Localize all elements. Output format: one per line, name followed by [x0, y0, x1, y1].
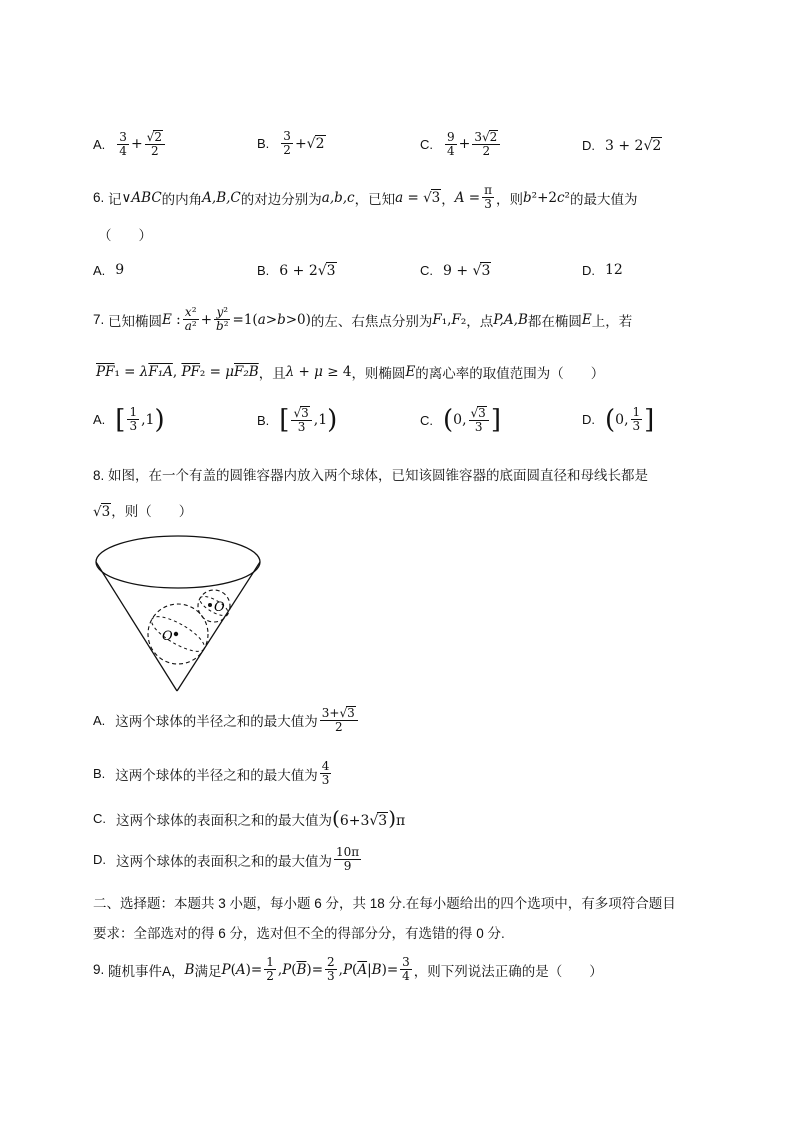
q7-text: 的离心率的取值范围为（ ）: [415, 366, 605, 381]
math-fraction: $\frac{3√2}{2}$: [472, 130, 500, 158]
sphere-label-large: O: [162, 629, 173, 644]
option-label: A.: [93, 712, 106, 728]
q8-stem-line2: √3，则（ ）: [93, 504, 193, 520]
question-number: 7.: [93, 312, 105, 327]
option-label: A.: [93, 412, 106, 427]
sphere-label-small: O: [214, 600, 225, 615]
q6-text: ，: [441, 191, 455, 207]
q8-stem: [93, 464, 648, 484]
q8-option-b: [93, 760, 333, 787]
q6-text: ，则: [496, 191, 524, 207]
q7-text: 上，若: [591, 313, 633, 329]
q8-option-a: [93, 706, 360, 734]
option-label: A.: [93, 262, 106, 278]
cone-figure: [90, 528, 270, 696]
q9-text: 随机事件: [108, 963, 163, 979]
option-label: A.: [93, 136, 106, 152]
option-label: B.: [257, 412, 270, 428]
option-text: 这两个球体的表面积之和的最大值为: [116, 812, 332, 828]
q7-text: 的左、右焦点分别为: [310, 313, 433, 329]
q8-text: ，则（ ）: [111, 504, 193, 519]
math-fraction: $\frac{3+√3}{2}$: [320, 706, 358, 734]
option-label: D.: [582, 262, 595, 278]
option-value: 12: [605, 262, 623, 278]
q5-option-c: C. $\frac{9}{4}$ + $\frac{3√2}{2}$: [420, 130, 502, 158]
q7-text: ，点: [466, 313, 494, 329]
q6-option-b: B. 6 + 2√ 3: [257, 262, 336, 279]
option-label: B.: [257, 136, 270, 151]
q6-text: 的内角: [161, 191, 203, 207]
option-value: 9: [115, 262, 125, 278]
option-label: B.: [257, 263, 270, 278]
q6-text: 记: [108, 191, 122, 207]
q9-text: ，则下列说法正确的是（ ）: [413, 963, 603, 979]
q8-text: 如图，在一个有盖的圆锥容器内放入两个球体，已知该圆锥容器的底面圆直径和母线长都是: [108, 468, 649, 483]
option-label: D.: [582, 138, 595, 153]
q7-text: ，且: [258, 366, 286, 381]
q6-text: 的最大值为: [569, 191, 638, 207]
question-number: 9.: [93, 962, 105, 977]
answer-blank: （ ）: [98, 228, 152, 243]
q8-option-c: C. 这两个球体的表面积之和的最大值为 (6+3√3)π: [93, 806, 406, 830]
option-label: C.: [420, 412, 433, 428]
option-label: C.: [420, 263, 433, 278]
question-number: 6.: [93, 190, 105, 205]
q9-text: 满足: [194, 963, 222, 979]
q7-option-b: B. [ $\frac{√3}{3}$ ,1 ): [257, 405, 338, 435]
q7-option-a: A. [ $\frac{1}{3}$ ,1 ): [93, 404, 165, 435]
section-heading-line2: 要求：全部选对的得 6 分，选对但不全的得部分分，有选错的得 0 分.: [93, 926, 505, 941]
math-fraction: $\frac{3}{2}$: [283, 129, 291, 157]
q9-stem: 9. 随机事件 A， B 满足 P ( A )= $\frac{1}{2}$ , P ( $\overline{B}$ )= $\frac{2}{3}$ , P ( $\overline{A}$ | B )= $\frac{3}{4}$ ，则下列说法正确的是（ ）: [93, 955, 603, 983]
math-fraction: $\frac{10\pi}{9}$: [336, 845, 360, 873]
option-label: C.: [420, 136, 433, 152]
option-text: 这两个球体的半径之和的最大值为: [115, 714, 318, 729]
option-label: B.: [93, 766, 106, 781]
math-fraction: $\frac{3}{4}$: [119, 129, 127, 158]
q5-option-d: D. 3 + 2√ 2: [582, 137, 662, 154]
q6-option-d: [582, 262, 623, 278]
section-heading: 二、选择题：本题共 3 小题，每小题 6 分，共 18 分.在每小题给出的四个选项中，有多项符合题目: [93, 896, 676, 911]
math-fraction: $\frac{√2}{2}$: [145, 130, 165, 158]
q7-stem-line2: $\overline{PF}_1 = \lambda F_1A$, $\overline{PF}_2 = \mu F_2B$ ，且 λ + μ ≥ 4 ，则椭圆 E 的离心率的取值范围为（ ）: [96, 364, 605, 381]
q6-stem: 6. 记 ∨ABC 的内角 A,B,C 的对边分别为 a,b,c ，已知 a = √3 ， A = $\frac{\pi}{3}$ ，则 b²+2c² 的最大值为: [93, 183, 638, 211]
q6-option-a: [93, 262, 124, 278]
q6-text: ，已知: [354, 191, 396, 207]
option-label: D.: [93, 852, 106, 867]
q7-option-d: D. ( 0, $\frac{1}{3}$ ]: [582, 404, 655, 435]
q5-option-a: A. $\frac{3}{4}$ + $\frac{√2}{2}$: [93, 130, 167, 158]
q7-stem: 7. 已知椭圆 E : $\frac{\text{x²}}{\text{a²}}$ + $\frac{\text{y²}}{\text{b²}}$ =1( a > b >0) 的左、右焦点分别为 F₁,F₂ ，点 P,A,B 都在椭圆 E 上，若: [93, 305, 633, 333]
math-fraction: $\frac{4}{3}$: [321, 759, 330, 787]
math-fraction: $\frac{9}{4}$: [447, 129, 455, 158]
q6-text: 的对边分别为: [240, 191, 322, 207]
q9-text: A，: [162, 963, 185, 979]
q6-option-c: C. 9 + √ 3: [420, 262, 491, 279]
q7-text: 都在椭圆: [527, 313, 582, 329]
q5-option-b: B. $\frac{3}{2}$ +√ 2: [257, 129, 325, 157]
question-number: 8.: [93, 468, 105, 483]
q7-text: 已知椭圆: [108, 313, 163, 329]
q7-option-c: C. ( 0, $\frac{√3}{3}$ ]: [420, 405, 501, 435]
option-label: D.: [582, 412, 595, 427]
option-text: 这两个球体的表面积之和的最大值为: [116, 853, 332, 869]
option-text: 这两个球体的半径之和的最大值为: [115, 767, 318, 783]
option-label: C.: [93, 811, 106, 826]
q8-option-d: [93, 846, 363, 873]
q7-text: ，则椭圆: [351, 366, 406, 381]
